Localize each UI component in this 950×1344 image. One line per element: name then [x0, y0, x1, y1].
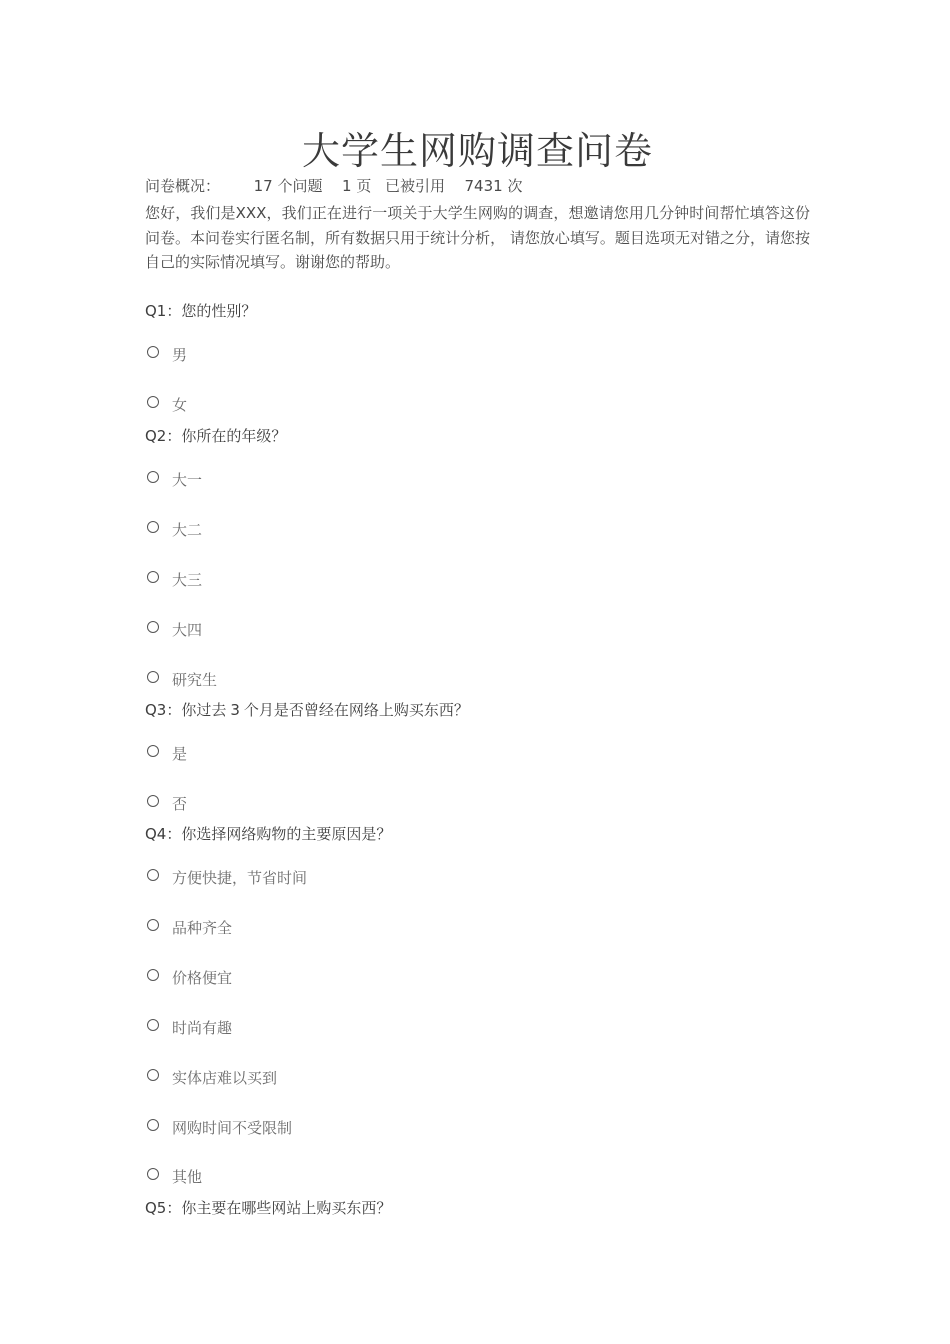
question-q5 — [145, 1198, 391, 1218]
radio-circle-icon[interactable] — [147, 919, 159, 931]
question-number: Q4 — [145, 825, 167, 843]
question-number: Q2 — [145, 427, 167, 445]
intro-text-1: 您好，我们是 — [145, 204, 236, 222]
question-count: 17 — [253, 177, 273, 195]
option-label: 品种齐全 — [172, 919, 233, 937]
option-label: 网购时间不受限制 — [172, 1119, 293, 1137]
radio-circle-icon[interactable] — [147, 1168, 159, 1180]
option-label: 大二 — [172, 521, 203, 539]
option-label: 是 — [172, 745, 188, 763]
radio-circle-icon[interactable] — [147, 571, 159, 583]
page-count: 1 — [342, 177, 352, 195]
radio-circle-icon[interactable] — [147, 471, 159, 483]
question-q4 — [145, 824, 391, 844]
option-label: 时尚有趣 — [172, 1019, 233, 1037]
radio-circle-icon[interactable] — [147, 1019, 159, 1031]
overview-label: 问卷概况： — [145, 177, 221, 195]
question-q1 — [145, 301, 256, 321]
option-label: 方便快捷，节省时间 — [172, 869, 308, 887]
option-label: 价格便宜 — [172, 969, 233, 987]
question-text: ：你主要在哪些网站上购买东西？ — [166, 1199, 392, 1217]
radio-circle-icon[interactable] — [147, 795, 159, 807]
question-number: Q5 — [145, 1199, 167, 1217]
radio-circle-icon[interactable] — [147, 969, 159, 981]
radio-circle-icon[interactable] — [147, 621, 159, 633]
cited-label: 已被引用 — [384, 177, 445, 195]
option-label: 大一 — [172, 471, 203, 489]
question-unit: 个问题 — [277, 177, 323, 195]
question-text-number: 3 — [230, 701, 240, 719]
question-text-after: 个月是否曾经在网络上购买东西？ — [243, 701, 469, 719]
page-title: 大学生网购调查问卷 — [301, 129, 653, 173]
option-label: 大四 — [172, 621, 203, 639]
question-text: ：您的性别？ — [166, 302, 257, 320]
option-label: 实体店难以买到 — [172, 1069, 278, 1087]
question-text: ：你选择网络购物的主要原因是？ — [166, 825, 392, 843]
radio-circle-icon[interactable] — [147, 1069, 159, 1081]
intro-org: XXX — [235, 204, 267, 222]
cited-unit: 次 — [507, 177, 523, 195]
intro-text-2: ，我们正在进行一项关于大学生网购的调查，想邀请您用几分钟时间帮忙填答这份问卷。本问卷实行匿名制，所有数据只用于统计分析， 请您放心填写。题目选项无对错之分，请您按自己的实际情况填写。谢谢您的帮助。 — [145, 204, 810, 271]
radio-circle-icon[interactable] — [147, 1119, 159, 1131]
option-label: 其他 — [172, 1168, 203, 1186]
option-label: 大三 — [172, 571, 203, 589]
question-text-before: ：你过去 — [166, 701, 227, 719]
option-label: 男 — [172, 346, 188, 364]
option-label: 女 — [172, 396, 188, 414]
question-q2 — [145, 426, 286, 446]
intro-paragraph — [145, 201, 810, 275]
survey-overview — [145, 176, 523, 196]
radio-circle-icon[interactable] — [147, 671, 159, 683]
question-number: Q3 — [145, 701, 167, 719]
page-unit: 页 — [356, 177, 372, 195]
radio-circle-icon[interactable] — [147, 396, 159, 408]
radio-circle-icon[interactable] — [147, 521, 159, 533]
option-label: 研究生 — [172, 671, 218, 689]
question-number: Q1 — [145, 302, 167, 320]
radio-circle-icon[interactable] — [147, 869, 159, 881]
option-label: 否 — [172, 795, 188, 813]
radio-circle-icon[interactable] — [147, 745, 159, 757]
question-text: ：你所在的年级？ — [166, 427, 287, 445]
question-q3 — [145, 700, 469, 720]
radio-circle-icon[interactable] — [147, 346, 159, 358]
cited-count: 7431 — [464, 177, 503, 195]
